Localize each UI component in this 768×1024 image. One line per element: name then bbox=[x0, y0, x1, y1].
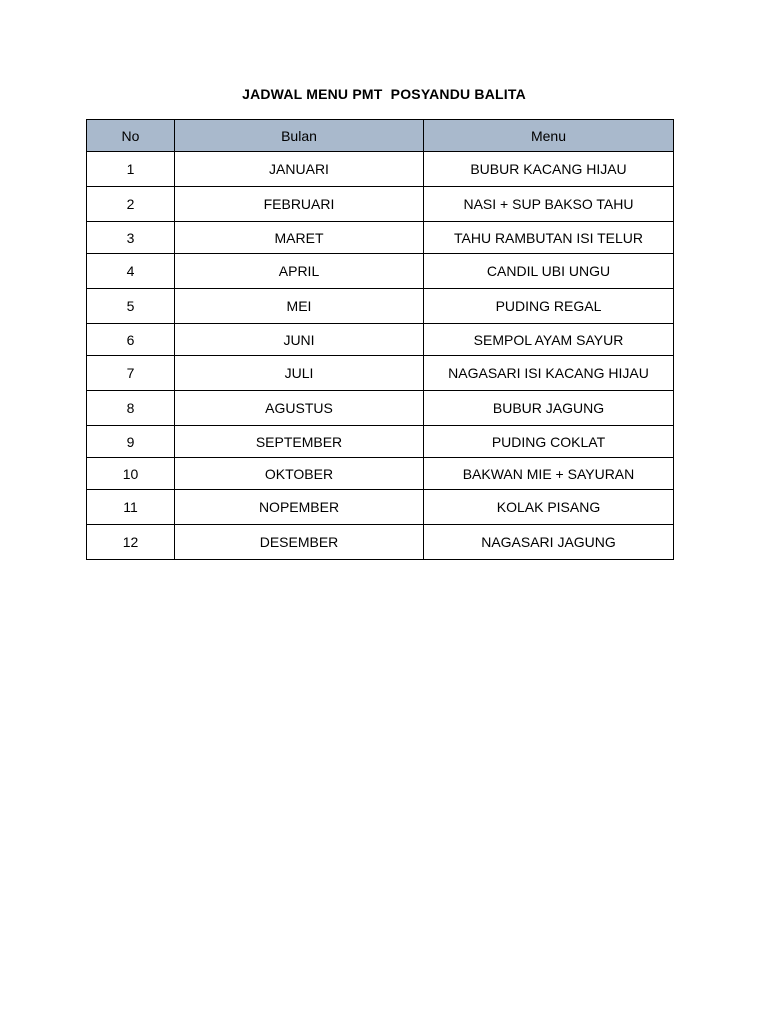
cell-menu: PUDING COKLAT bbox=[424, 426, 674, 458]
table-row bbox=[87, 525, 674, 560]
cell-menu: NAGASARI ISI KACANG HIJAU bbox=[424, 356, 674, 391]
cell-no: 4 bbox=[87, 254, 175, 289]
header-row bbox=[87, 120, 674, 152]
cell-no: 2 bbox=[87, 187, 175, 222]
cell-no: 6 bbox=[87, 324, 175, 356]
cell-no: 7 bbox=[87, 356, 175, 391]
table-row bbox=[87, 490, 674, 525]
table-row bbox=[87, 187, 674, 222]
table-row bbox=[87, 324, 674, 356]
cell-menu: TAHU RAMBUTAN ISI TELUR bbox=[424, 222, 674, 254]
table-row bbox=[87, 458, 674, 490]
cell-bulan: OKTOBER bbox=[175, 458, 424, 490]
cell-bulan: FEBRUARI bbox=[175, 187, 424, 222]
cell-menu: BUBUR JAGUNG bbox=[424, 391, 674, 426]
cell-no: 11 bbox=[87, 490, 175, 525]
cell-bulan: NOPEMBER bbox=[175, 490, 424, 525]
cell-no: 10 bbox=[87, 458, 175, 490]
header-no: No bbox=[87, 120, 175, 152]
cell-bulan: APRIL bbox=[175, 254, 424, 289]
cell-no: 1 bbox=[87, 152, 175, 187]
table-row bbox=[87, 391, 674, 426]
cell-bulan: JANUARI bbox=[175, 152, 424, 187]
cell-menu: NAGASARI JAGUNG bbox=[424, 525, 674, 560]
cell-no: 9 bbox=[87, 426, 175, 458]
cell-bulan: MEI bbox=[175, 289, 424, 324]
table-row bbox=[87, 289, 674, 324]
table-header bbox=[87, 120, 674, 152]
cell-menu: SEMPOL AYAM SAYUR bbox=[424, 324, 674, 356]
cell-no: 3 bbox=[87, 222, 175, 254]
cell-no: 5 bbox=[87, 289, 175, 324]
cell-menu: BAKWAN MIE + SAYURAN bbox=[424, 458, 674, 490]
cell-menu: BUBUR KACANG HIJAU bbox=[424, 152, 674, 187]
page-title: JADWAL MENU PMT POSYANDU BALITA bbox=[242, 86, 526, 102]
table-row bbox=[87, 152, 674, 187]
cell-bulan: SEPTEMBER bbox=[175, 426, 424, 458]
cell-bulan: MARET bbox=[175, 222, 424, 254]
header-bulan: Bulan bbox=[175, 120, 424, 152]
table-row bbox=[87, 356, 674, 391]
table-row bbox=[87, 222, 674, 254]
cell-bulan: JUNI bbox=[175, 324, 424, 356]
cell-bulan: DESEMBER bbox=[175, 525, 424, 560]
table-row bbox=[87, 254, 674, 289]
cell-no: 8 bbox=[87, 391, 175, 426]
cell-bulan: AGUSTUS bbox=[175, 391, 424, 426]
cell-menu: KOLAK PISANG bbox=[424, 490, 674, 525]
cell-menu: NASI + SUP BAKSO TAHU bbox=[424, 187, 674, 222]
table-body bbox=[87, 152, 674, 560]
cell-menu: CANDIL UBI UNGU bbox=[424, 254, 674, 289]
cell-no: 12 bbox=[87, 525, 175, 560]
cell-bulan: JULI bbox=[175, 356, 424, 391]
menu-schedule-table bbox=[86, 119, 674, 560]
cell-menu: PUDING REGAL bbox=[424, 289, 674, 324]
header-menu: Menu bbox=[424, 120, 674, 152]
table-row bbox=[87, 426, 674, 458]
